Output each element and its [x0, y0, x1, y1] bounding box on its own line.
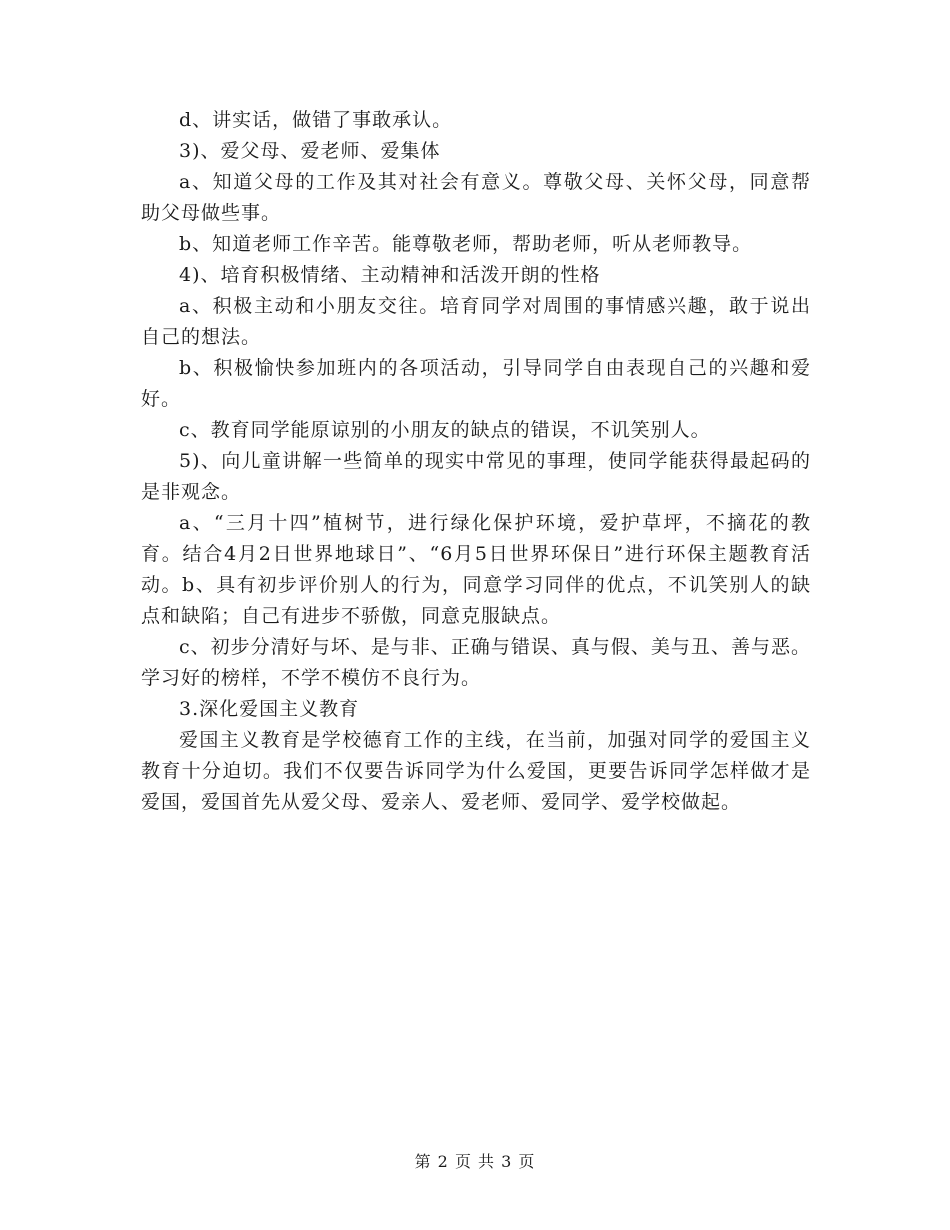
paragraph-patriotism: 爱国主义教育是学校德育工作的主线，在当前，加强对同学的爱国主义教育十分迫切。我们不仅要告诉同学为什么爱国，更要告诉同学怎样做才是爱国，爱国首先从爱父母、爱亲人、爱老师、爱同学、爱学校做起。	[141, 729, 811, 813]
paragraph-teachers: b、知道老师工作辛苦。能尊敬老师，帮助老师，听从老师教导。	[179, 233, 753, 255]
heading-patriotism: 3.深化爱国主义教育	[179, 698, 360, 720]
paragraph-environment-education: a、“三月十四”植树节，进行绿化保护环境，爱护草坪，不摘花的教育。结合4月2日世界地球日”、“6月5日世界环保日”进行环保主题教育活动。b、具有初步评价别人的行为，同意学习同伴的优点，不讥笑别人的缺点和缺陷；自己有进步不骄傲，同意克服缺点。	[141, 512, 811, 627]
paragraph-make-friends: a、积极主动和小朋友交往。培育同学对周围的事情感兴趣，敢于说出自己的想法。	[141, 295, 811, 348]
heading-positive-character: 4)、培育积极情绪、主动精神和活泼开朗的性格	[179, 264, 601, 286]
document-body	[141, 105, 811, 818]
heading-love-parents-teachers: 3)、爱父母、爱老师、爱集体	[179, 140, 441, 162]
paragraph-parents: a、知道父母的工作及其对社会有意义。尊敬父母、关怀父母，同意帮助父母做些事。	[141, 171, 811, 224]
paragraph-forgive-others: c、教育同学能原谅别的小朋友的缺点的错误，不讥笑别人。	[179, 419, 711, 441]
paragraph-class-activities: b、积极愉快参加班内的各项活动，引导同学自由表现自己的兴趣和爱好。	[141, 357, 811, 410]
page-number-footer: 第 2 页 共 3 页	[414, 1152, 536, 1171]
paragraph-right-wrong: c、初步分清好与坏、是与非、正确与错误、真与假、美与丑、善与恶。学习好的榜样，不学不模仿不良行为。	[141, 636, 811, 689]
paragraph-honesty: d、讲实话，做错了事敢承认。	[179, 109, 453, 131]
heading-common-reasoning: 5)、向儿童讲解一些简单的现实中常见的事理，使同学能获得最起码的是非观念。	[141, 450, 811, 503]
